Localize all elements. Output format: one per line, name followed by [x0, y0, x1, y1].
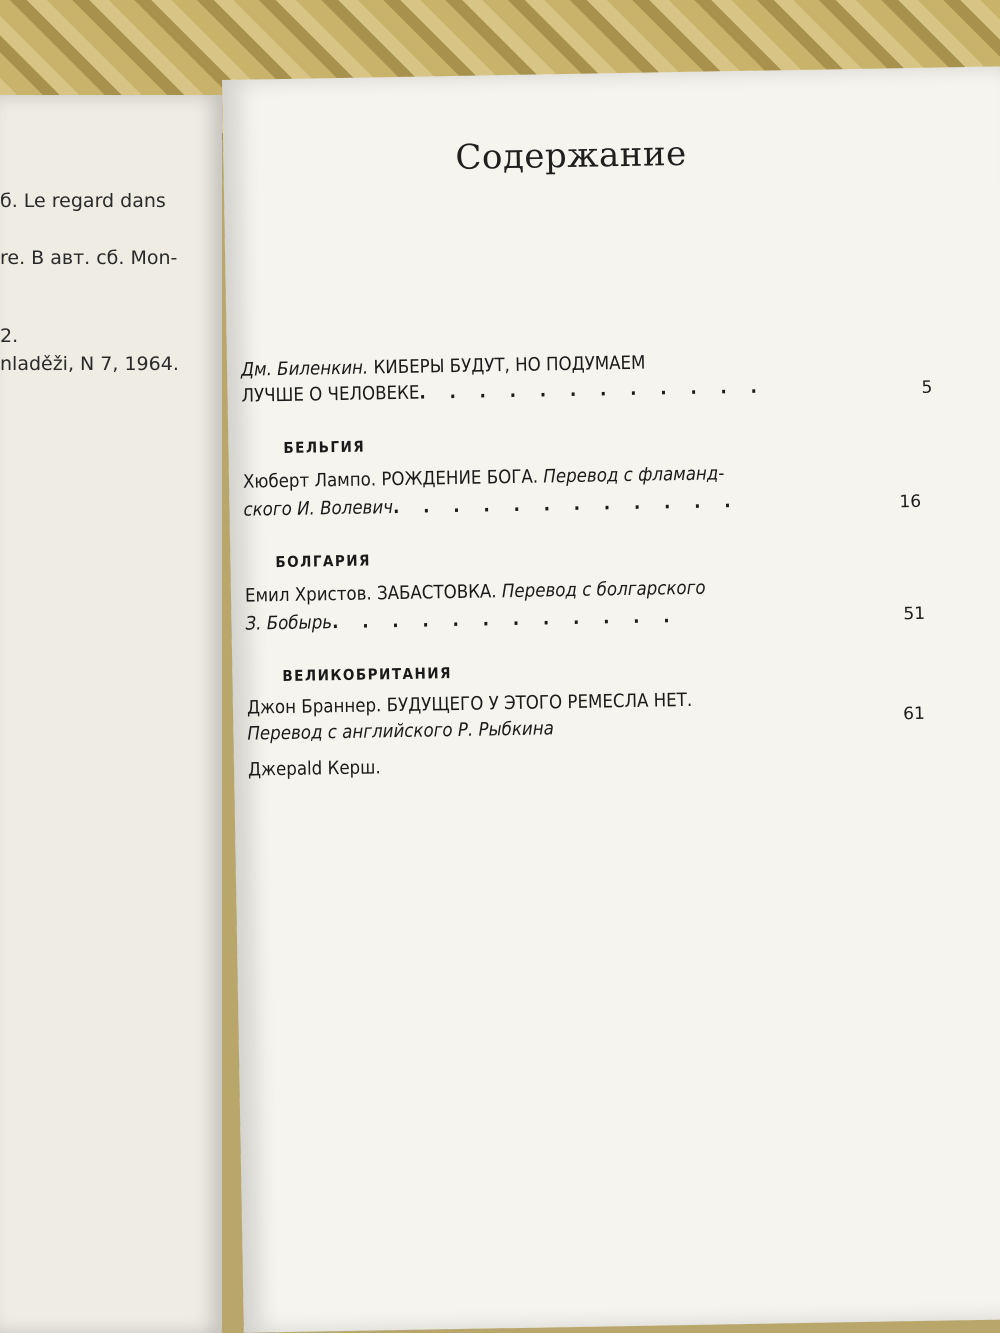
author-name: Емил Христов.	[244, 583, 372, 607]
story-title: ЛУЧШЕ О ЧЕЛОВЕКЕ	[241, 382, 420, 407]
story-title: БУДУЩЕГО У ЭТОГО РЕМЕСЛА НЕТ.	[381, 689, 693, 717]
left-page	[0, 95, 222, 1333]
toc-entry-line	[245, 606, 679, 635]
dot-leaders: . . . . . . . . . . . .	[419, 376, 767, 404]
toc-entry-line	[247, 690, 693, 719]
toc-entry-line	[247, 718, 554, 744]
page-title: Содержание	[455, 133, 688, 178]
translator-credit: З. Бобырь	[245, 612, 333, 635]
page-number: 5	[921, 377, 933, 398]
country-heading: БЕЛЬГИЯ	[283, 437, 366, 457]
page-number: 51	[903, 603, 926, 625]
toc-entry-line	[241, 377, 766, 407]
toc-entry-line	[241, 353, 646, 381]
left-page-line: re. В авт. сб. Mon-	[0, 247, 178, 269]
toc-entry-line	[245, 578, 706, 607]
toc-entry-line	[248, 757, 381, 780]
page-number: 16	[899, 491, 922, 513]
toc-entry-line	[243, 463, 725, 492]
author-name: Джон Браннер.	[246, 695, 382, 719]
country-heading: БОЛГАРИЯ	[275, 551, 372, 572]
translator-credit: ского И. Волевич	[243, 497, 394, 521]
country-heading: ВЕЛИКОБРИТАНИЯ	[282, 664, 453, 686]
dot-leaders: . . . . . . . . . . . .	[331, 606, 679, 634]
left-page-line: б. Le regard dans	[0, 190, 166, 212]
left-page-line: nladěži, N 7, 1964.	[0, 353, 179, 375]
dot-leaders: . . . . . . . . . . . .	[392, 491, 740, 519]
author-name: Хюберт Лампо.	[242, 469, 377, 493]
story-title: КИБЕРЫ БУДУТ, НО ПОДУМАЕМ	[368, 352, 646, 379]
story-title: ЗАБАСТОВКА.	[371, 581, 497, 605]
translator-credit: Перевод с фламанд-	[537, 463, 725, 488]
page-number: 61	[902, 703, 925, 725]
translator-credit: Перевод с болгарского	[496, 577, 706, 603]
translator-credit: Перевод с английского Р. Рыбкина	[247, 718, 555, 745]
author-name: Джерald Керш.	[247, 757, 381, 781]
left-page-line: 2.	[0, 325, 19, 347]
author-name: Дм. Биленкин.	[240, 357, 369, 381]
story-title: РОЖДЕНИЕ БОГА.	[375, 466, 539, 491]
toc-entry-line	[243, 491, 739, 521]
right-page	[222, 66, 1000, 1332]
